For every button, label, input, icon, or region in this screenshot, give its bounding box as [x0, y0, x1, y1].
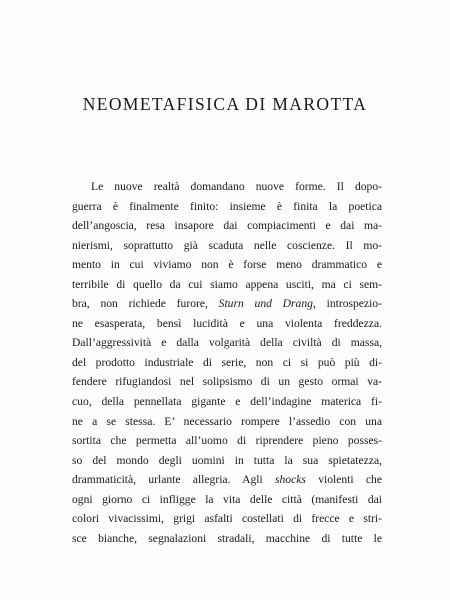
- text-segment: ne esasperata, bensì lucidità e una violenta freddezza.: [72, 316, 382, 330]
- text-line: [72, 294, 382, 314]
- text-line: [72, 333, 382, 353]
- text-line: [72, 392, 382, 412]
- text-segment: mento in cui viviamo non è forse meno drammatico e: [72, 258, 382, 272]
- text-segment: terribile di quello da cui siamo appena usciti, ma ci sem-: [72, 277, 382, 291]
- text-segment: fendere rifugiandosi nel solipsismo di un gesto ormai va-: [72, 375, 382, 389]
- text-line: [72, 236, 382, 256]
- text-line: [72, 470, 382, 490]
- text-line: [72, 353, 382, 373]
- text-line: [72, 509, 382, 529]
- text-segment: so del mondo degli uomini in tutta la sua spietatezza,: [72, 453, 382, 467]
- text-segment: colori vivacissimi, grigi asfalti costellati di frecce e stri-: [72, 512, 382, 526]
- text-segment: dell’angoscia, resa insapore dai compiacimenti e dai ma-: [72, 219, 382, 233]
- text-line: [72, 529, 382, 549]
- text-line: [72, 314, 382, 334]
- italic-text: shocks: [275, 473, 306, 487]
- text-segment: guerra è finalmente finito: insieme è finita la poetica: [72, 199, 382, 213]
- text-segment: del prodotto industriale di serie, non ci si può più di-: [72, 355, 382, 369]
- text-line: [72, 275, 382, 295]
- text-segment: Dall’aggressività e dalla volgarità della civiltà di massa,: [72, 336, 382, 350]
- text-segment: bra, non richiede furore,: [72, 297, 219, 311]
- text-line: [72, 490, 382, 510]
- text-segment: drammaticità, urlante allegria. Agli: [72, 473, 275, 487]
- text-line: [72, 197, 382, 217]
- page-title: NEOMETAFISICA DI MAROTTA: [82, 94, 368, 114]
- text-line: [72, 216, 382, 236]
- text-line: [72, 451, 382, 471]
- text-line: [72, 412, 382, 432]
- text-line: [72, 177, 382, 197]
- text-line: [72, 255, 382, 275]
- text-segment: nierismi, soprattutto già scaduta nelle coscienze. Il mo-: [72, 238, 382, 252]
- text-segment: , introspezio-: [312, 297, 382, 311]
- text-segment: sortita che permetta all’uomo di riprendere pieno posses-: [72, 434, 382, 448]
- text-segment: Le nuove realtà domandano nuove forme. Il dopo-: [91, 180, 382, 193]
- text-segment: violenti che: [305, 473, 382, 487]
- italic-text: Sturn und Drang: [218, 297, 313, 311]
- text-line: [72, 372, 382, 392]
- text-segment: ogni giorno ci infligge la vita delle città (manifesti dai: [72, 492, 382, 506]
- text-segment: cuo, della pennellata gigante e dell’indagine materica fi-: [72, 395, 382, 409]
- text-line: [72, 431, 382, 451]
- body-paragraph: [72, 177, 382, 548]
- text-segment: sce bianche, segnalazioni stradali, macchine di tutte le: [72, 531, 382, 545]
- text-segment: ne a se stessa. E’ necessario rompere l’assedio con una: [72, 414, 382, 428]
